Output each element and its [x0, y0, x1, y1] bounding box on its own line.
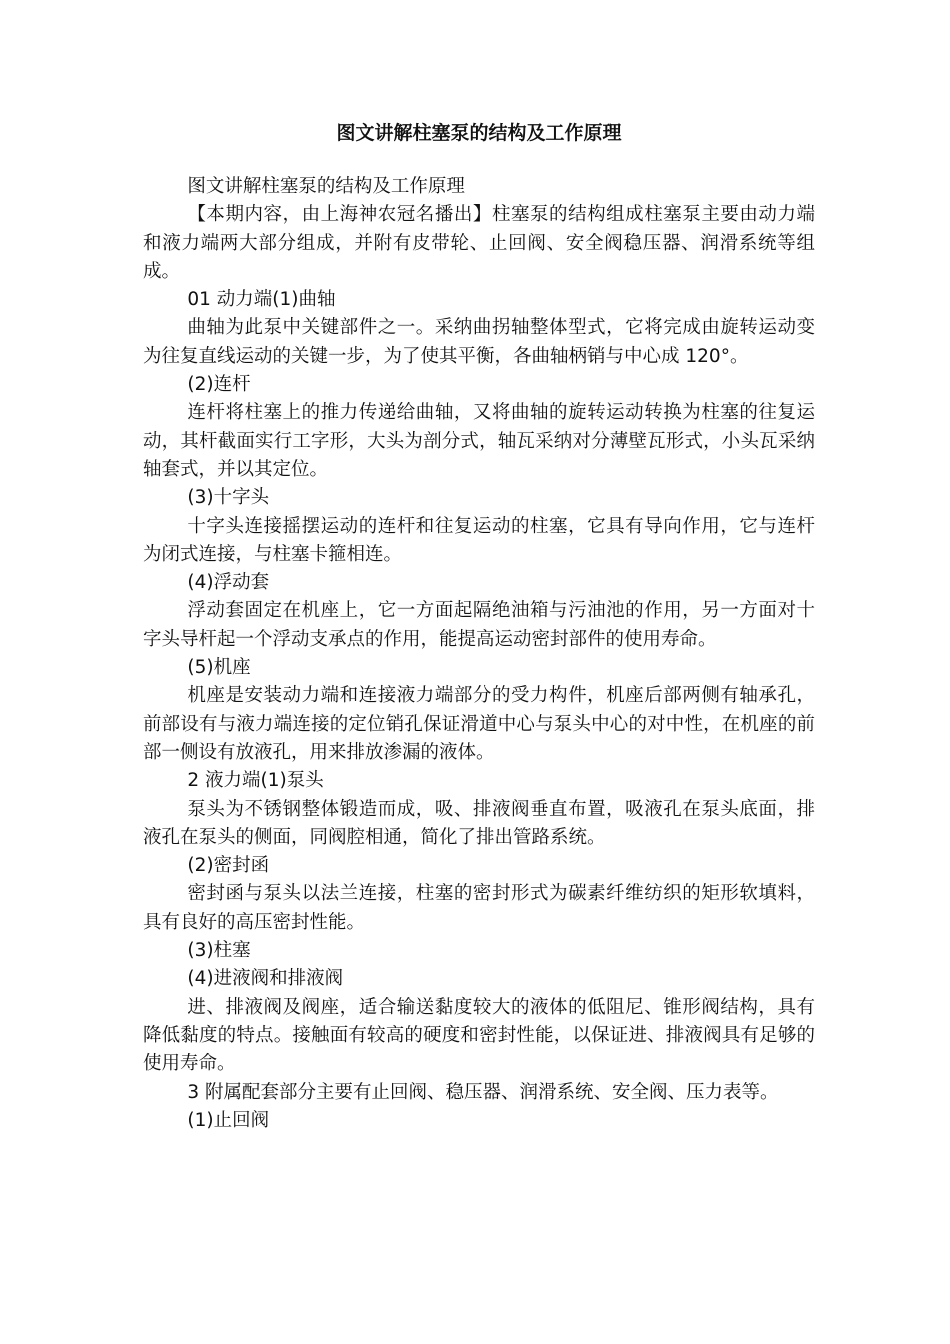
intro-paragraph: 【本期内容，由上海神农冠名播出】柱塞泵的结构组成柱塞泵主要由动力端和液力端两大部分组成，并附有皮带轮、止回阀、安全阀稳压器、润滑系统等组成。	[143, 204, 815, 282]
subheading-frame: (5)机座	[187, 657, 251, 679]
intro-heading: 图文讲解柱塞泵的结构及工作原理	[187, 176, 465, 197]
section-heading-power-end-crankshaft: 01 动力端(1)曲轴	[187, 289, 336, 311]
stuffing-box-paragraph: 密封函与泵头以法兰连接，柱塞的密封形式为碳素纤维纺织的矩形软填料，具有良好的高压密封性能。	[143, 883, 815, 933]
subheading-check-valve: (1)止回阀	[187, 1109, 270, 1131]
frame-paragraph: 机座是安装动力端和连接液力端部分的受力构件，机座后部两侧有轴承孔，前部设有与液力端连接的定位销孔保证滑道中心与泵头中心的对中性，在机座的前部一侧设有放液孔，用来排放渗漏的液体。	[143, 685, 815, 763]
document-title: 图文讲解柱塞泵的结构及工作原理	[336, 122, 622, 144]
valves-paragraph: 进、排液阀及阀座，适合输送黏度较大的液体的低阻尼、锥形阀结构，具有降低黏度的特点。接触面有较高的硬度和密封性能，以保证进、排液阀具有足够的使用寿命。	[143, 996, 815, 1075]
subheading-connecting-rod: (2)连杆	[187, 374, 251, 396]
pump-head-paragraph: 泵头为不锈钢整体锻造而成，吸、排液阀垂直布置，吸液孔在泵头底面，排液孔在泵头的侧面，同阀腔相通，简化了排出管路系统。	[143, 798, 815, 848]
crosshead-paragraph: 十字头连接摇摆运动的连杆和往复运动的柱塞，它具有导向作用，它与连杆为闭式连接，与柱塞卡箍相连。	[143, 515, 815, 565]
subheading-crosshead: (3)十字头	[187, 487, 270, 509]
subheading-stuffing-box: (2)密封函	[187, 855, 270, 877]
subheading-floating-sleeve: (4)浮动套	[187, 572, 270, 594]
document-page	[143, 118, 815, 1135]
subheading-valves: (4)进液阀和排液阀	[187, 968, 344, 990]
section-heading-accessories: 3 附属配套部分主要有止回阀、稳压器、润滑系统、安全阀、压力表等。	[187, 1081, 779, 1103]
section-heading-fluid-end-pump-head: 2 液力端(1)泵头	[187, 770, 324, 792]
subheading-plunger: (3)柱塞	[187, 940, 251, 962]
crankshaft-paragraph: 曲轴为此泵中关键部件之一。采纳曲拐轴整体型式，它将完成由旋转运动变为往复直线运动的关键一步，为了使其平衡，各曲轴柄销与中心成 120°。	[143, 317, 815, 367]
connecting-rod-paragraph: 连杆将柱塞上的推力传递给曲轴，又将曲轴的旋转运动转换为柱塞的往复运动，其杆截面实行工字形，大头为剖分式，轴瓦采纳对分薄壁瓦形式，小头瓦采纳轴套式，并以其定位。	[143, 402, 815, 480]
floating-sleeve-paragraph: 浮动套固定在机座上，它一方面起隔绝油箱与污油池的作用，另一方面对十字头导杆起一个浮动支承点的作用，能提高运动密封部件的使用寿命。	[143, 600, 815, 650]
